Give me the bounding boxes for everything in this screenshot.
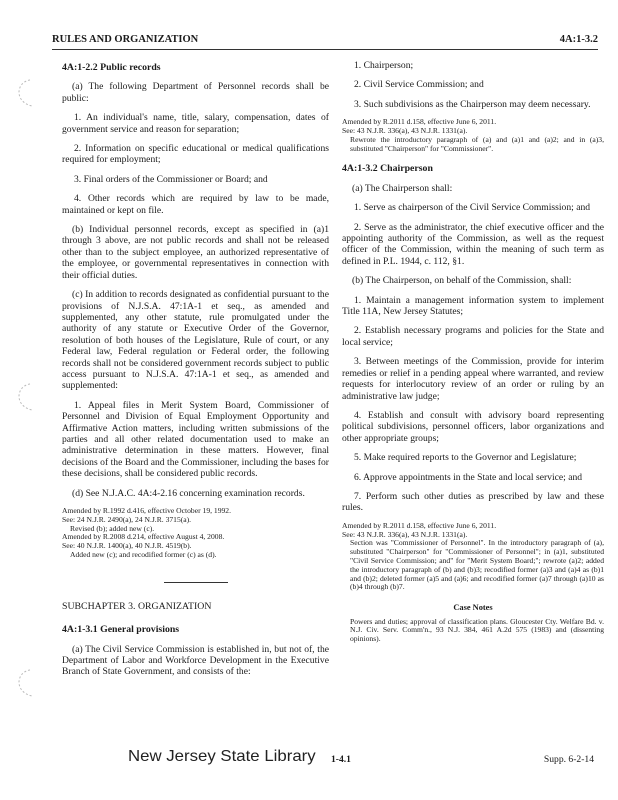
right-column xyxy=(342,60,604,644)
history-line: See: 24 N.J.R. 2490(a), 24 N.J.R. 3715(a). xyxy=(62,514,192,524)
binder-hole-mark xyxy=(8,78,42,108)
case-note: Powers and duties; approval of classification plans. Gloucester Cty. Welfare Bd. v. N.J. Civ. Serv. Comm'n., 93 N.J. 384, 461 A.2d 575 (1983) and (dissenting opinions). xyxy=(350,616,604,644)
list-item: 4. Establish and consult with advisory board representing political subdivisions, personnel officers, labor organizations and other appropriate groups; xyxy=(342,409,604,444)
history-line: Amended by R.2011 d.158, effective June 6, 2011. xyxy=(342,520,497,530)
paragraph-d: (d) See N.J.A.C. 4A:4-2.16 concerning examination records. xyxy=(72,487,305,499)
list-item: 3. Between meetings of the Commission, provide for interim remedies or relief in a pending appeal where warranted, and review requests for interlocutory review of an order or ruling by an administrative law judge; xyxy=(342,356,604,402)
subchapter-heading: SUBCHAPTER 3. ORGANIZATION xyxy=(62,600,212,612)
list-item: 2. Information on specific educational or medical qualifications required for employment; xyxy=(62,143,329,166)
section-heading-4a-1-2-2: 4A:1-2.2 Public records xyxy=(62,62,161,73)
history-note xyxy=(62,507,329,560)
page-footer xyxy=(0,744,618,774)
header-rule xyxy=(52,49,598,50)
history-line: Added new (c); and recodified former (c) as (d). xyxy=(70,549,217,559)
list-item: 1. Chairperson; xyxy=(354,60,414,71)
running-header xyxy=(52,34,598,50)
list-item: 2. Civil Service Commission; and xyxy=(354,79,484,91)
header-section-number: 4A:1-3.2 xyxy=(559,34,598,45)
history-line: See: 40 N.J.R. 1400(a), 40 N.J.R. 4519(b). xyxy=(62,541,192,551)
paragraph-c: (c) In addition to records designated as confidential pursuant to the provisions of N.J.S.A. 47:1A-1 et seq., as amended and supplemented, any other statute, rule promulgated under the authority of any statute or Executive Order of the Governor, resolution of both houses of the Legislature, Rule of court, or any Federal law, Federal regulation or Federal order, the following records shall not be considered government records subject to public access pursuant to N.J.S.A. 47:1A-1 et seq., as amended and supplemented: xyxy=(62,289,329,392)
list-item: 6. Approve appointments in the State and local service; and xyxy=(354,471,583,483)
history-note xyxy=(342,118,604,153)
history-line: Revised (b); added new (c). xyxy=(70,523,155,533)
binder-hole-mark xyxy=(8,382,42,412)
history-note xyxy=(342,522,604,592)
case-notes-heading: Case Notes xyxy=(453,603,493,613)
paragraph-a: (a) The Chairperson shall: xyxy=(352,182,453,194)
history-line: Amended by R.2008 d.214, effective August 4, 2008. xyxy=(62,532,225,542)
list-item: 5. Make required reports to the Governor and Legislature; xyxy=(354,452,577,464)
history-line: Rewrote the introductory paragraph of (a) and (a)1 and (a)2; and in (a)3, substituted "Chairperson" for "Commissioner". xyxy=(350,134,604,153)
list-item: 1. An individual's name, title, salary, compensation, dates of government service and reason for separation; xyxy=(62,112,329,135)
list-item: 3. Final orders of the Commissioner or Board; and xyxy=(74,173,268,185)
history-line: See: 43 N.J.R. 336(a), 43 N.J.R. 1331(a). xyxy=(342,126,468,136)
list-item: 1. Maintain a management information system to implement Title 11A, New Jersey Statutes; xyxy=(342,294,604,318)
section-divider xyxy=(164,582,228,583)
list-item: 3. Such subdivisions as the Chairperson may deem necessary. xyxy=(354,98,591,110)
paragraph-a: (a) The following Department of Personnel records shall be public: xyxy=(62,81,329,104)
section-heading-4a-1-3-2: 4A:1-3.2 Chairperson xyxy=(342,163,433,175)
list-item: 7. Perform such other duties as prescribed by law and these rules. xyxy=(342,490,604,514)
list-item: 1. Serve as chairperson of the Civil Service Commission; and xyxy=(354,202,591,214)
history-line: Amended by R.2011 d.158, effective June 6, 2011. xyxy=(342,117,497,127)
section-heading-4a-1-3-1: 4A:1-3.1 General provisions xyxy=(62,624,180,636)
left-column xyxy=(62,60,329,686)
paragraph-b: (b) Individual personnel records, except as specified in (a)1 through 3 above, are not public records and shall not be released other than to the subject employee, an authorized representative of the employee, or governmental representatives in connection with their official duties. xyxy=(62,224,329,281)
supplement-date: Supp. 6-2-14 xyxy=(543,754,594,765)
list-item: 2. Serve as the administrator, the chief executive officer and the appointing authority of the Commission, as well as the request officer of the Commission, within the meaning of such term as defined in P.L. 1944, c. 112, §1. xyxy=(342,221,604,267)
binder-hole-mark xyxy=(8,668,42,698)
library-stamp: New Jersey State Library xyxy=(128,748,316,765)
list-item: 4. Other records which are required by law to be made, maintained or kept on file. xyxy=(62,193,329,216)
header-title: RULES AND ORGANIZATION xyxy=(52,34,199,45)
history-line: See: 43 N.J.R. 336(a), 43 N.J.R. 1331(a). xyxy=(342,529,468,539)
history-line: Amended by R.1992 d.416, effective October 19, 1992. xyxy=(62,506,231,515)
paragraph-b: (b) The Chairperson, on behalf of the Commission, shall: xyxy=(352,275,572,287)
paragraph-a: (a) The Civil Service Commission is established in, but not of, the Department of Labor and Workforce Development in the Executive Branch of State Government, and consists of the: xyxy=(62,643,329,678)
history-line: Section was "Commissioner of Personnel". In the introductory paragraph of (a), substituted "Chairperson" for "Commissioner of Personnel"; in (a)1, substituted "Civil Service Commission; and" for "Merit System Board;"; rewrote (a)2; added the introductory paragraph of (b) and (b)3; recodified former (a)3 and (a)4 as (b)1 and (b)2; deleted former (a)5 and (a)6; and recodified former (a)7 through (a)10 as (b)4 through (b)7. xyxy=(350,538,604,592)
list-item: 2. Establish necessary programs and policies for the State and local service; xyxy=(342,325,604,348)
list-item: 1. Appeal files in Merit System Board, Commissioner of Personnel and Division of Equal Employment Opportunity and Affirmative Action matters, including written submissions of the parties and all other related documentation used to make an administrative determination in these matters. However, final decisions of the Board and the Commissioner, including the bases for these decisions, shall be considered public records. xyxy=(62,399,329,480)
page-number: 1-4.1 xyxy=(331,754,351,765)
